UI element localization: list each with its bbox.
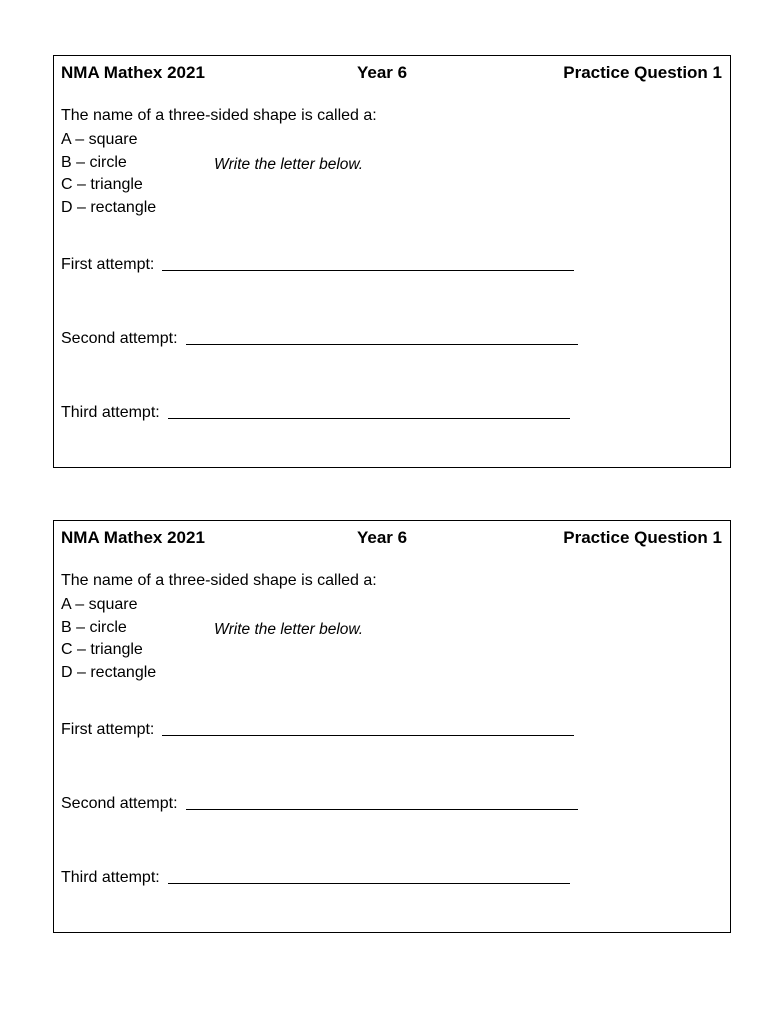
first-attempt-row — [61, 721, 574, 739]
option-a: A – square — [61, 596, 138, 613]
option-d: D – rectangle — [61, 198, 157, 216]
question-number: Practice Question 1 — [563, 63, 722, 82]
competition-title: NMA Mathex 2021 — [61, 63, 205, 82]
option-a: A – square — [61, 131, 138, 148]
question-text: The name of a three-sided shape is called a: — [61, 107, 377, 124]
option-d: D – rectangle — [61, 663, 157, 681]
option-b: B – circle — [61, 153, 127, 171]
option-c: C – triangle — [61, 176, 143, 193]
first-attempt-label: First attempt: — [61, 256, 155, 273]
second-attempt-row — [61, 795, 578, 813]
answer-options — [61, 594, 156, 684]
third-attempt-label: Third attempt: — [61, 404, 160, 421]
third-attempt-answer-line[interactable] — [168, 418, 570, 419]
second-attempt-label: Second attempt: — [61, 795, 178, 812]
answer-options — [61, 129, 156, 219]
first-attempt-answer-line[interactable] — [162, 735, 574, 736]
third-attempt-row — [61, 404, 570, 422]
second-attempt-answer-line[interactable] — [186, 344, 578, 345]
instruction-text: Write the letter below. — [214, 621, 364, 638]
question-card — [53, 520, 731, 933]
first-attempt-label: First attempt: — [61, 721, 155, 738]
third-attempt-answer-line[interactable] — [168, 883, 570, 884]
option-c: C – triangle — [61, 641, 143, 658]
option-b: B – circle — [61, 618, 127, 636]
question-card — [53, 55, 731, 468]
second-attempt-row — [61, 330, 578, 348]
third-attempt-row — [61, 869, 570, 887]
year-level: Year 6 — [357, 63, 408, 82]
second-attempt-label: Second attempt: — [61, 330, 178, 347]
first-attempt-row — [61, 256, 574, 274]
question-text: The name of a three-sided shape is called a: — [61, 572, 377, 589]
instruction-text: Write the letter below. — [214, 156, 364, 173]
year-level: Year 6 — [357, 528, 408, 547]
second-attempt-answer-line[interactable] — [186, 809, 578, 810]
first-attempt-answer-line[interactable] — [162, 270, 574, 271]
question-number: Practice Question 1 — [563, 528, 722, 547]
third-attempt-label: Third attempt: — [61, 869, 160, 886]
competition-title: NMA Mathex 2021 — [61, 528, 205, 547]
